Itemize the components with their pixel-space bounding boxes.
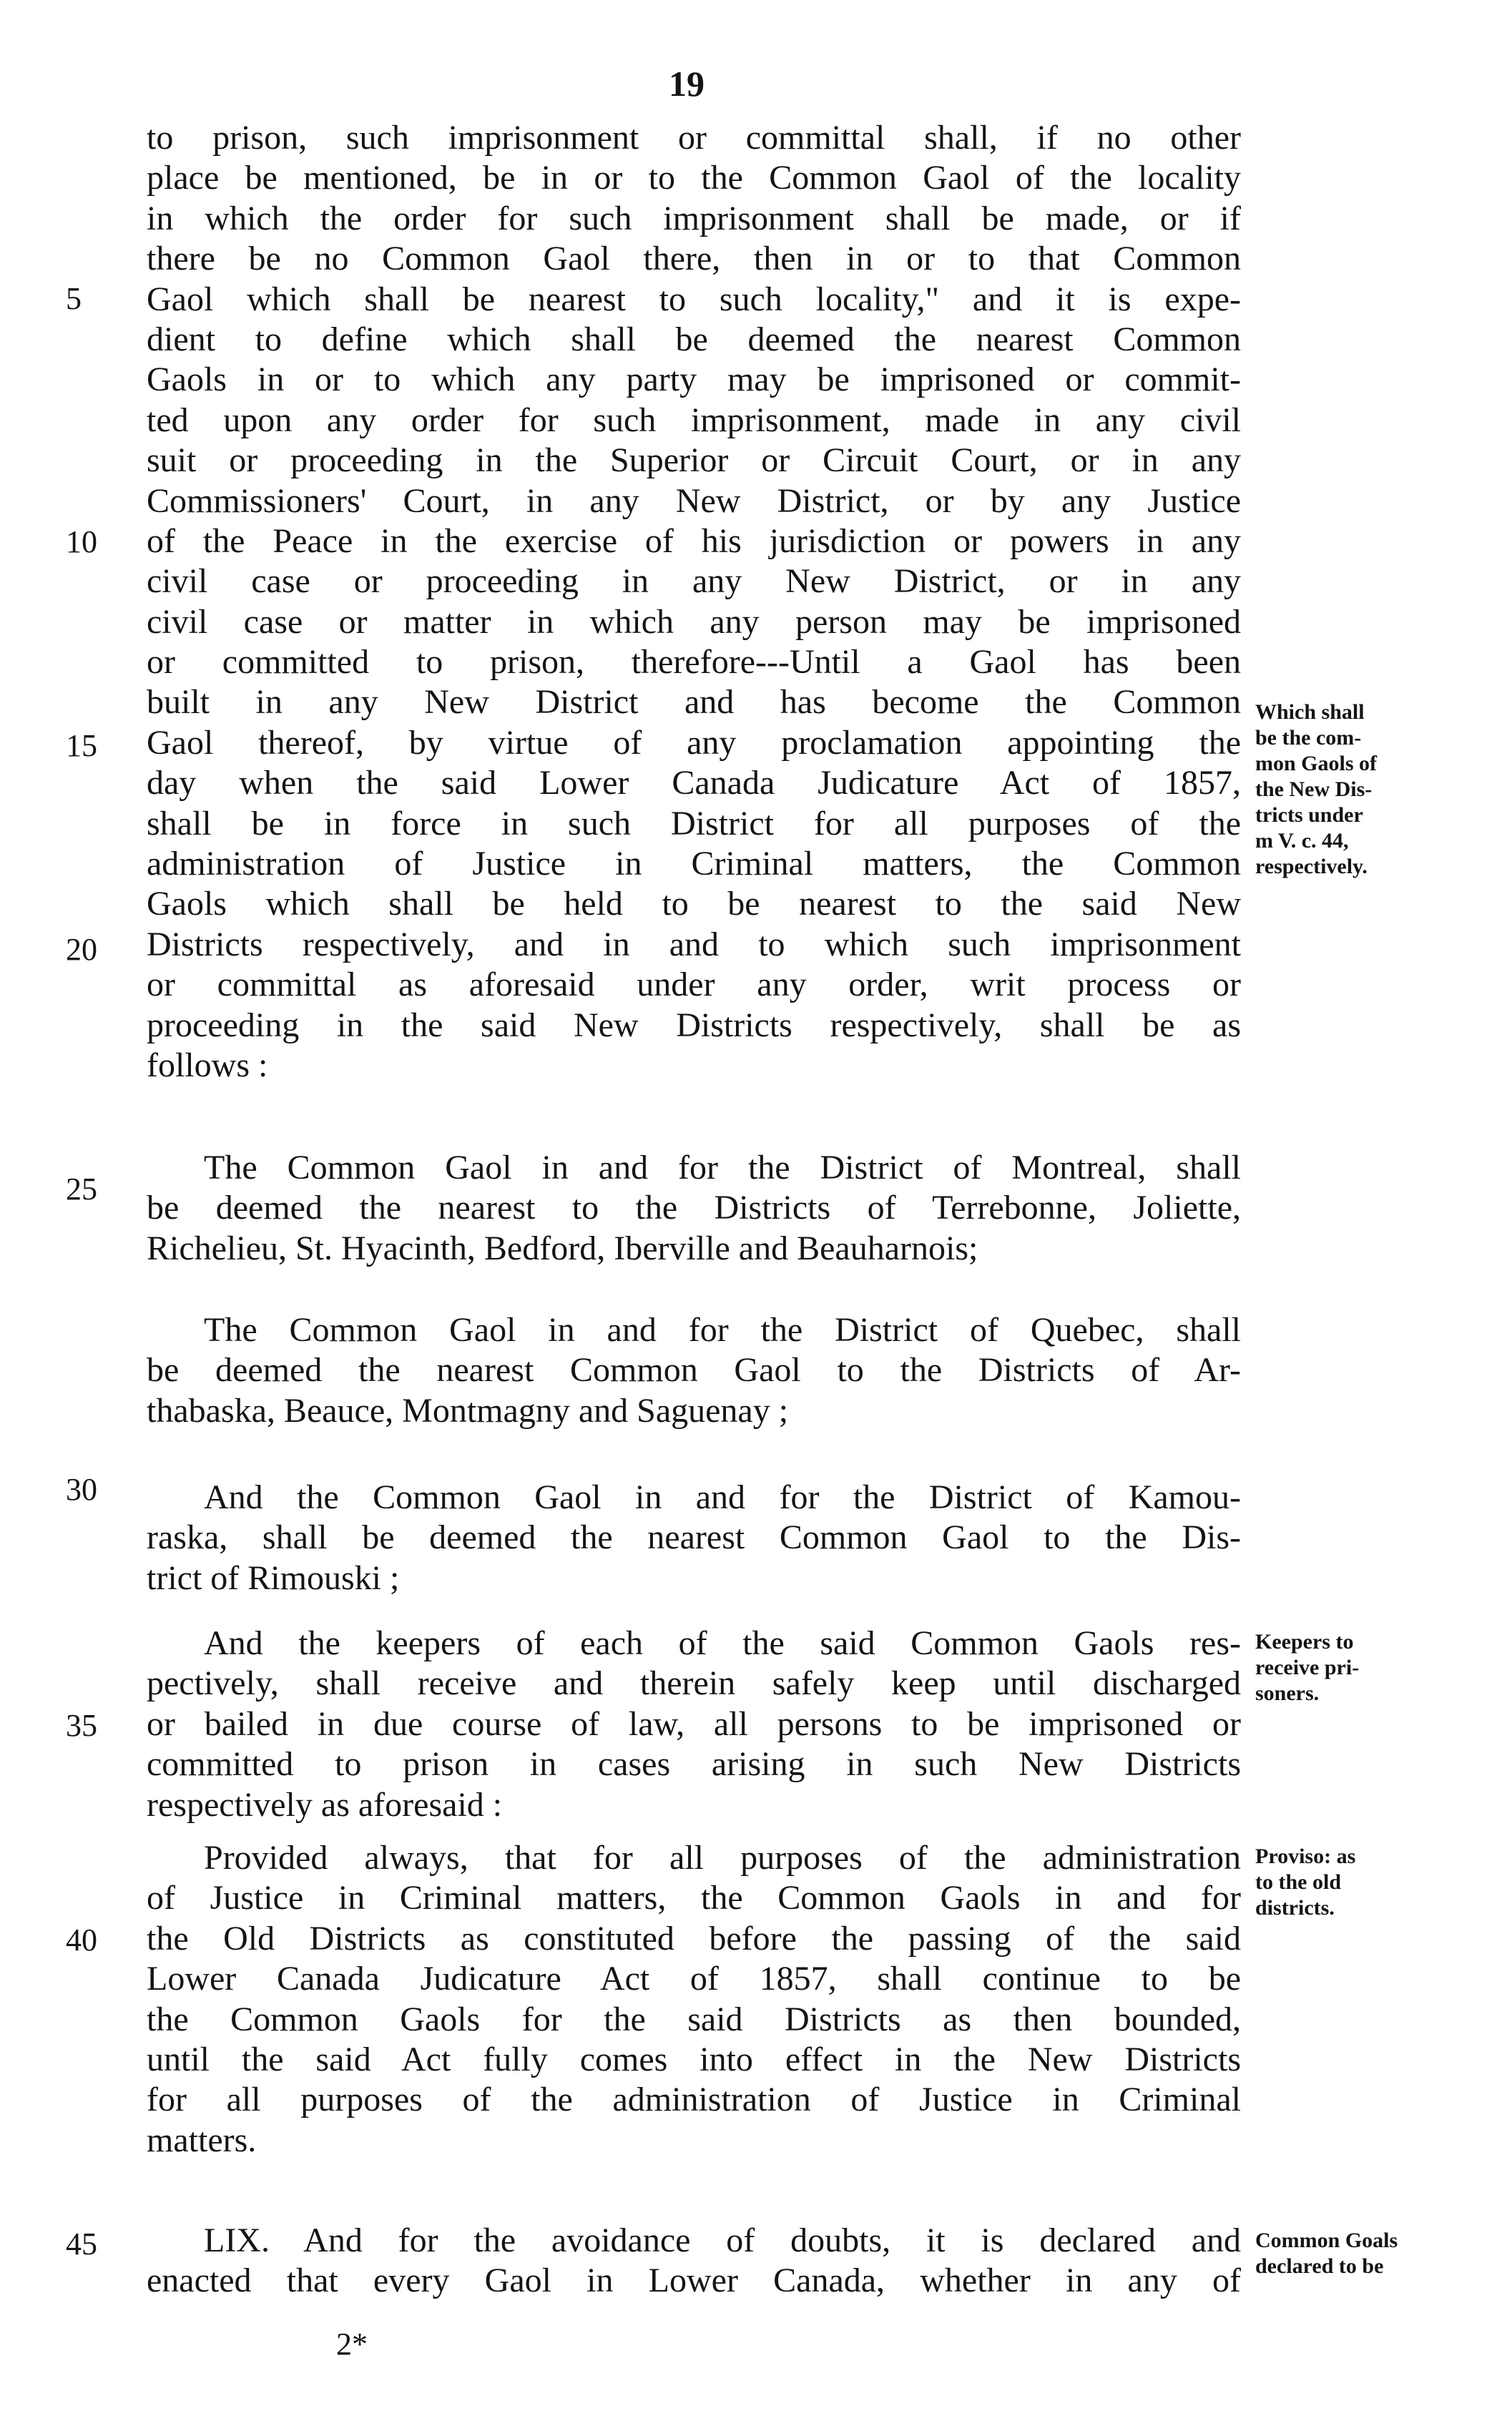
text-line: civil case or proceeding in any New District, or in any <box>147 562 1241 601</box>
text-line: or committed to prison, therefore---Until a Gaol has been <box>147 643 1241 682</box>
note-line: receive pri- <box>1255 1656 1360 1679</box>
paragraph-5 <box>147 1624 1241 1825</box>
text-line: the Common Gaols for the said Districts as then bounded, <box>147 2000 1241 2038</box>
text-line: be deemed the nearest Common Gaol to the Districts of Ar- <box>147 1351 1241 1390</box>
line-number: 45 <box>66 2226 97 2262</box>
text-line: be deemed the nearest to the Districts of Terrebonne, Joliette, <box>147 1189 1241 1227</box>
text-line: Districts respectively, and in and to which such imprisonment <box>147 925 1241 963</box>
text-line: shall be in force in such District for all purposes of the <box>147 804 1241 843</box>
text-line: Gaols in or to which any party may be imprisoned or commit- <box>147 360 1241 399</box>
note-line: be the com- <box>1255 726 1362 750</box>
text-line: day when the said Lower Canada Judicature Act of 1857, <box>147 764 1241 802</box>
text-line: Gaol which shall be nearest to such locality," and it is expe- <box>147 280 1241 318</box>
text-line: pectively, shall receive and therein safely keep until discharged <box>147 1664 1241 1703</box>
margin-note-keepers <box>1255 1629 1470 1706</box>
note-line: Common Goals <box>1255 2229 1398 2252</box>
text-line: thabaska, Beauce, Montmagny and Saguenay ; <box>147 1391 789 1430</box>
text-line: until the said Act fully comes into effect in the New Districts <box>147 2040 1241 2078</box>
note-line: Keepers to <box>1255 1630 1354 1654</box>
text-line: suit or proceeding in the Superior or Circuit Court, or in any <box>147 441 1241 480</box>
line-number: 30 <box>66 1472 97 1507</box>
line-number: 40 <box>66 1922 97 1958</box>
line-number: 10 <box>66 524 97 559</box>
line-number: 25 <box>66 1172 97 1207</box>
text-line: or committal as aforesaid under any order, writ process or <box>147 966 1241 1004</box>
page-number: 19 <box>669 64 705 104</box>
text-line: Lower Canada Judicature Act of 1857, shall continue to be <box>147 1960 1241 1998</box>
paragraph-3 <box>147 1310 1241 1431</box>
text-line: built in any New District and has become the Common <box>147 683 1241 722</box>
text-line: or bailed in due course of law, all persons to be imprisoned or <box>147 1704 1241 1743</box>
text-line: matters. <box>147 2121 257 2159</box>
note-line: soners. <box>1255 1681 1320 1705</box>
note-line: tricts under <box>1255 803 1363 827</box>
text-line: Richelieu, St. Hyacinth, Bedford, Iberville and Beauharnois; <box>147 1229 978 1267</box>
text-line: Commissioners' Court, in any New District, or by any Justice <box>147 481 1241 520</box>
text-line: civil case or matter in which any person may be imprisoned <box>147 602 1241 641</box>
margin-note-proviso <box>1255 1844 1470 1921</box>
text-line: trict of Rimouski ; <box>147 1558 400 1597</box>
text-line: follows : <box>147 1046 268 1084</box>
text-line: of the Peace in the exercise of his jurisdiction or powers in any <box>147 521 1241 560</box>
paragraph-2 <box>147 1148 1241 1269</box>
paragraph-4 <box>147 1478 1241 1598</box>
note-line: districts. <box>1255 1896 1335 1920</box>
note-line: Proviso: as <box>1255 1845 1356 1868</box>
paragraph-7 <box>147 2221 1241 2302</box>
paragraph-6 <box>147 1838 1241 2161</box>
text-line: And the keepers of each of the said Common Gaols res- <box>204 1624 1241 1662</box>
text-line: administration of Justice in Criminal matters, the Common <box>147 845 1241 883</box>
text-line: committed to prison in cases arising in such New Districts <box>147 1745 1241 1784</box>
text-line: Gaol thereof, by virtue of any proclamation appointing the <box>147 723 1241 762</box>
text-line: respectively as aforesaid : <box>147 1785 503 1824</box>
text-line: in which the order for such imprisonment shall be made, or if <box>147 199 1241 237</box>
text-line: proceeding in the said New Districts respectively, shall be as <box>147 1006 1241 1044</box>
line-number: 5 <box>66 281 82 316</box>
margin-note-common-gaols <box>1255 2228 1470 2279</box>
note-line: to the old <box>1255 1870 1341 1894</box>
text-line: of Justice in Criminal matters, the Common Gaols in and for <box>147 1879 1241 1917</box>
text-line: LIX. And for the avoidance of doubts, it is declared and <box>204 2221 1241 2259</box>
text-line: And the Common Gaol in and for the District of Kamou- <box>204 1478 1241 1516</box>
note-line: respectively. <box>1255 855 1368 878</box>
text-line: The Common Gaol in and for the District of Montreal, shall <box>204 1149 1241 1187</box>
text-line: Provided always, that for all purposes of the administration <box>204 1839 1241 1877</box>
text-line: place be mentioned, be in or to the Common Gaol of the locality <box>147 159 1241 197</box>
note-line: mon Gaols of <box>1255 752 1378 775</box>
text-line: Gaols which shall be held to be nearest to the said New <box>147 885 1241 923</box>
signature-mark: 2* <box>336 2327 368 2362</box>
note-line: Which shall <box>1255 700 1365 724</box>
note-line: declared to be <box>1255 2254 1384 2278</box>
text-line: for all purposes of the administration of Justice in Criminal <box>147 2081 1241 2119</box>
paragraph-1 <box>147 118 1241 1086</box>
margin-note-gaols <box>1255 699 1470 880</box>
note-line: m V. c. 44, <box>1255 829 1349 853</box>
line-number: 15 <box>66 728 97 763</box>
note-line: the New Dis- <box>1255 777 1373 801</box>
text-line: to prison, such imprisonment or committal shall, if no other <box>147 119 1241 157</box>
line-number: 35 <box>66 1708 97 1743</box>
text-line: enacted that every Gaol in Lower Canada, whether in any of <box>147 2262 1241 2300</box>
text-line: raska, shall be deemed the nearest Common Gaol to the Dis- <box>147 1518 1241 1557</box>
text-line: the Old Districts as constituted before the passing of the said <box>147 1919 1241 1958</box>
text-line: ted upon any order for such imprisonment, made in any civil <box>147 401 1241 439</box>
text-line: dient to define which shall be deemed the nearest Common <box>147 320 1241 358</box>
text-line: The Common Gaol in and for the District of Quebec, shall <box>204 1311 1241 1349</box>
text-line: there be no Common Gaol there, then in or to that Common <box>147 240 1241 278</box>
line-number: 20 <box>66 932 97 967</box>
